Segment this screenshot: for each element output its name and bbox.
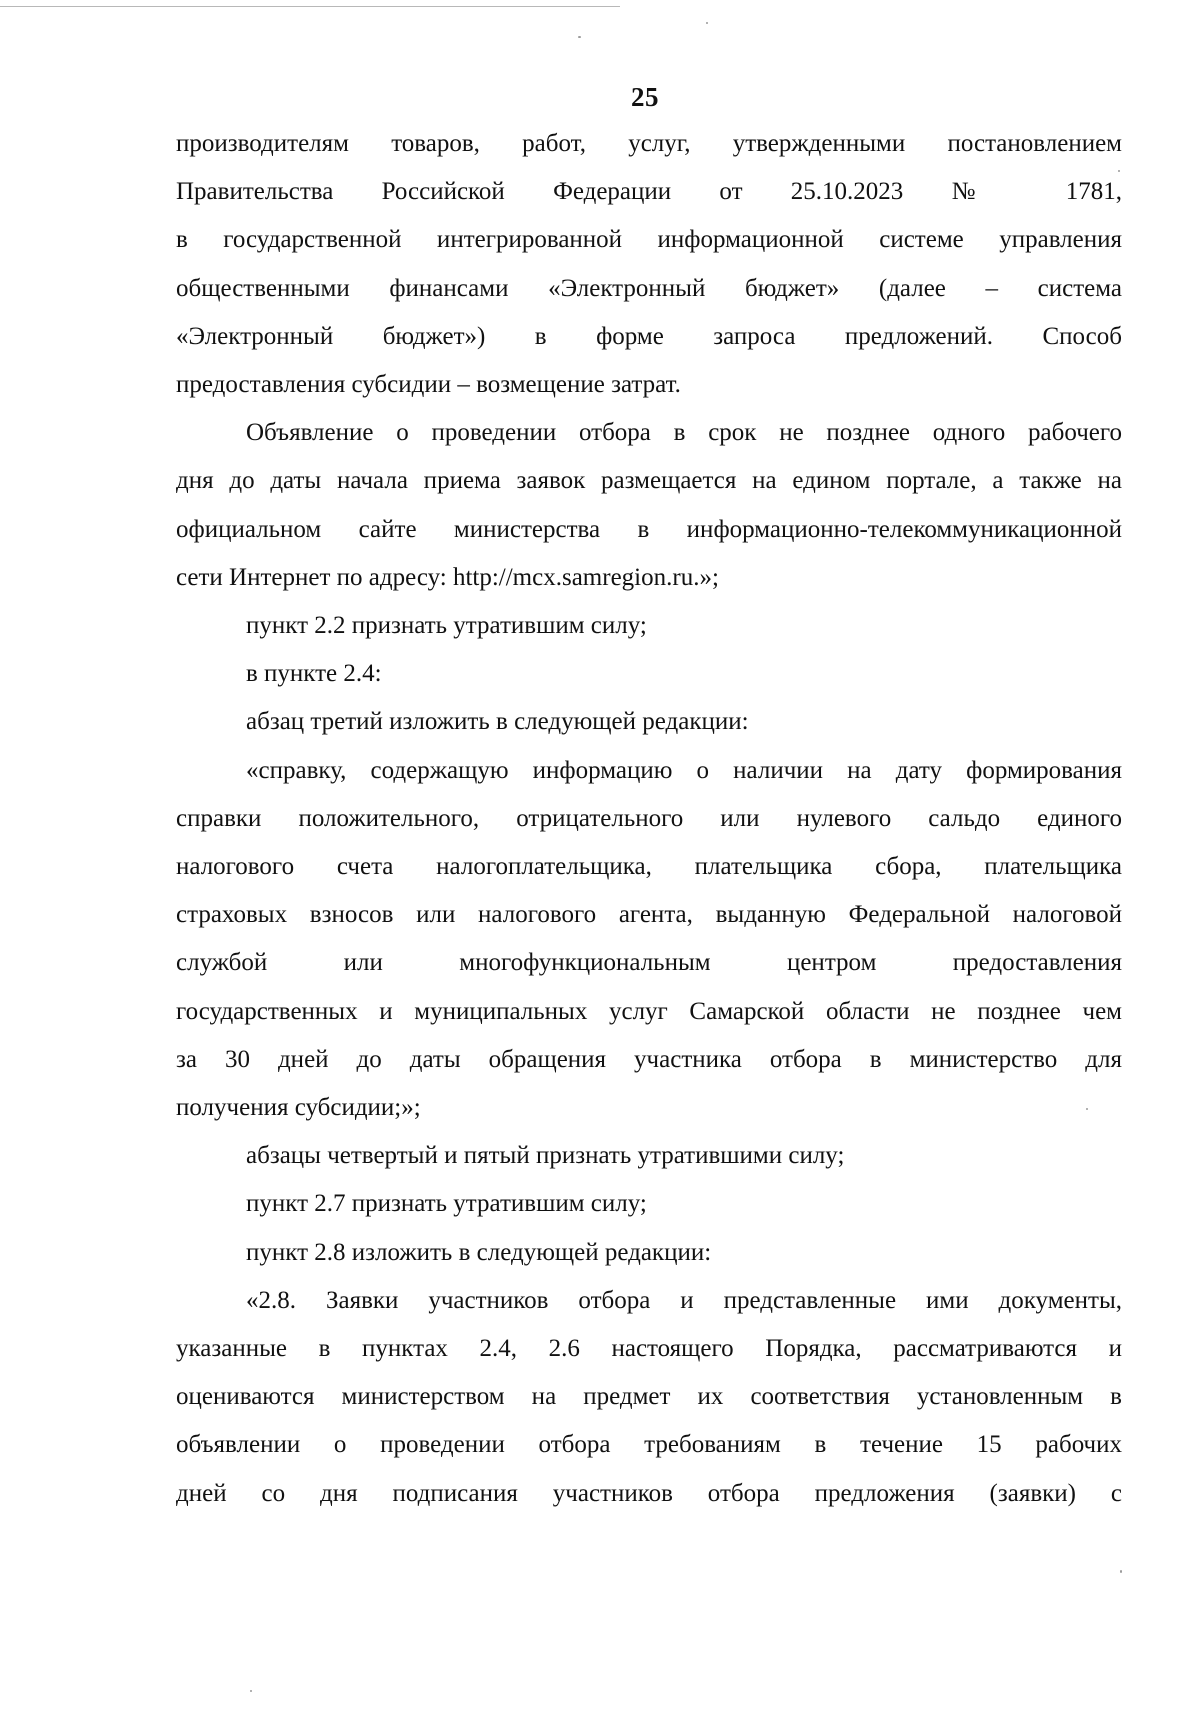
text-line: государственных и муниципальных услуг Самарской области не позднее чем: [176, 997, 1122, 1025]
scan-speck: [578, 36, 581, 38]
text-line: пункт 2.8 изложить в следующей редакции:: [246, 1238, 712, 1266]
page-number: 25: [631, 82, 659, 112]
text-line: страховых взносов или налогового агента, выданную Федеральной налоговой: [176, 901, 1122, 929]
text-line: «справку, содержащую информацию о наличии на дату формирования: [246, 756, 1122, 784]
text-line: объявлении о проведении отбора требованиям в течение 15 рабочих: [176, 1431, 1122, 1459]
text-line: дней со дня подписания участников отбора предложения (заявки) с: [176, 1479, 1122, 1507]
text-line: производителям товаров, работ, услуг, утвержденными постановлением: [176, 130, 1122, 157]
text-line: оцениваются министерством на предмет их соответствия установленным в: [176, 1383, 1122, 1411]
text-line: предоставления субсидии – возмещение затрат.: [176, 371, 681, 399]
document-body: [176, 120, 1122, 1518]
text-line: абзац третий изложить в следующей редакции:: [246, 708, 749, 736]
text-line: дня до даты начала приема заявок размещается на едином портале, а также на: [176, 467, 1122, 495]
text-line: в государственной интегрированной информационной системе управления: [176, 226, 1122, 254]
text-line: справки положительного, отрицательного или нулевого сальдо единого: [176, 804, 1122, 832]
text-line: указанные в пунктах 2.4, 2.6 настоящего Порядка, рассматриваются и: [176, 1335, 1122, 1363]
scan-speck: [250, 1690, 252, 1692]
text-line: абзацы четвертый и пятый признать утратившими силу;: [246, 1142, 845, 1170]
text-line: общественными финансами «Электронный бюджет» (далее – система: [176, 274, 1122, 302]
text-line: «2.8. Заявки участников отбора и представленные ими документы,: [246, 1286, 1122, 1314]
scan-edge-line: [0, 6, 620, 7]
text-line: получения субсидии;»;: [176, 1094, 421, 1122]
text-line: за 30 дней до даты обращения участника отбора в министерство для: [176, 1045, 1122, 1073]
text-line: «Электронный бюджет») в форме запроса предложений. Способ: [176, 322, 1122, 350]
text-line: в пункте 2.4:: [246, 660, 382, 688]
text-line: Правительства Российской Федерации от 25.10.2023 № 1781,: [176, 178, 1122, 206]
text-line: Объявление о проведении отбора в срок не позднее одного рабочего: [246, 419, 1122, 447]
scan-speck: [706, 22, 708, 24]
text-line: пункт 2.7 признать утратившим силу;: [246, 1190, 647, 1218]
text-line: официальном сайте министерства в информационно-телекоммуникационной: [176, 515, 1122, 543]
text-line: пункт 2.2 признать утратившим силу;: [246, 612, 647, 640]
text-line: налогового счета налогоплательщика, плательщика сбора, плательщика: [176, 853, 1122, 881]
scan-speck: [1120, 1570, 1122, 1573]
text-line: сети Интернет по адресу: http://mcx.samregion.ru.»;: [176, 563, 719, 591]
text-line: службой или многофункциональным центром предоставления: [176, 949, 1122, 977]
